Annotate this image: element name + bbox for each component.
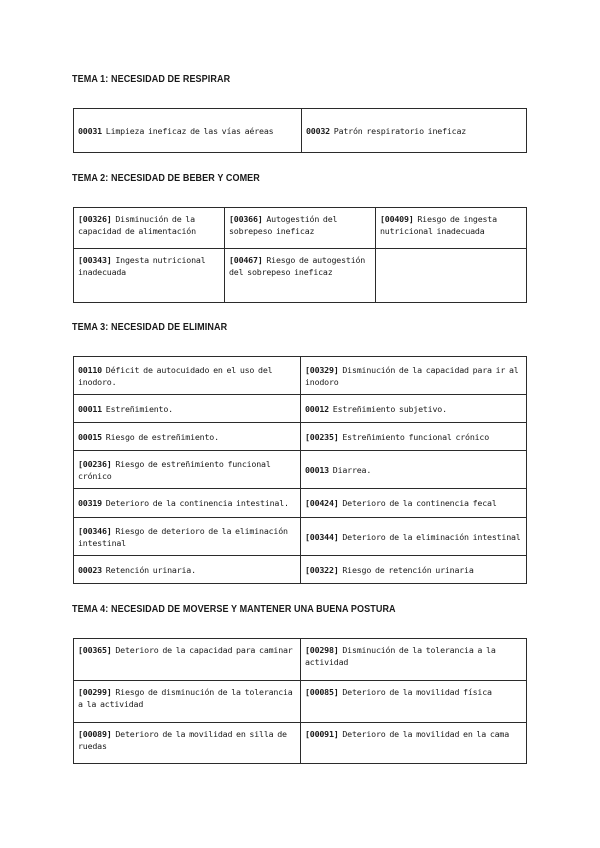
table-cell xyxy=(74,208,225,249)
section-title-tema-4: TEMA 4: NECESIDAD DE MOVERSE Y MANTENER UNA BUENA POSTURA xyxy=(72,603,396,615)
diagnosis-label: Riesgo de deterioro de la eliminación intestinal xyxy=(78,525,288,548)
table-cell xyxy=(376,208,527,249)
table-cell xyxy=(301,723,527,764)
table-row xyxy=(74,489,527,518)
table-cell xyxy=(301,357,527,395)
diagnosis-code: 00013 xyxy=(305,464,329,475)
table-tema-3 xyxy=(73,356,527,584)
table-cell xyxy=(225,208,376,249)
diagnosis-label: Deterioro de la movilidad en la cama xyxy=(342,729,510,739)
diagnosis-label: Diarrea. xyxy=(332,464,372,475)
diagnosis-label: Riesgo de disminución de la tolerancia a la actividad xyxy=(78,687,293,709)
diagnosis-code: [00366] xyxy=(229,214,263,224)
diagnosis-label: Ingesta nutricional inadecuada xyxy=(78,255,206,277)
diagnosis-code: [00298] xyxy=(305,645,339,655)
table-row xyxy=(74,556,527,584)
table-cell xyxy=(74,249,225,303)
diagnosis-code: [00322] xyxy=(305,564,339,575)
diagnosis-label: Disminución de la capacidad para ir al inodoro xyxy=(305,364,519,387)
diagnosis-code: [00236] xyxy=(78,458,112,469)
table-cell xyxy=(301,489,527,518)
table-row xyxy=(74,249,527,303)
diagnosis-code: [00343] xyxy=(78,255,112,265)
diagnosis-code: [00091] xyxy=(305,729,339,739)
table-cell xyxy=(301,395,527,423)
table-cell xyxy=(74,723,301,764)
diagnosis-label: Riesgo de estreñimiento funcional crónico xyxy=(78,458,271,481)
table-cell xyxy=(74,489,301,518)
table-row xyxy=(74,518,527,556)
diagnosis-code: 00319 xyxy=(78,498,102,508)
diagnosis-label: Riesgo de autogestión del sobrepeso ineficaz xyxy=(229,255,366,277)
table-cell xyxy=(74,556,301,584)
section-title-tema-1: TEMA 1: NECESIDAD DE RESPIRAR xyxy=(72,73,231,85)
table-cell xyxy=(301,518,527,556)
diagnosis-code: [00329] xyxy=(305,364,339,375)
section-title-tema-2: TEMA 2: NECESIDAD DE BEBER Y COMER xyxy=(72,172,260,184)
table-cell xyxy=(74,423,301,451)
diagnosis-label: Riesgo de estreñimiento. xyxy=(105,431,219,442)
diagnosis-label: Estreñimiento. xyxy=(105,403,173,414)
table-cell xyxy=(301,639,527,681)
table-cell xyxy=(74,357,301,395)
diagnosis-label: Riesgo de ingesta nutricional inadecuada xyxy=(380,214,497,236)
table-tema-2 xyxy=(73,207,527,303)
diagnosis-label: Deterioro de la movilidad física xyxy=(342,687,492,697)
diagnosis-label: Riesgo de retención urinaria xyxy=(342,564,474,575)
table-row xyxy=(74,208,527,249)
diagnosis-label: Deterioro de la capacidad para caminar xyxy=(115,645,293,655)
diagnosis-code: [00089] xyxy=(78,729,112,739)
table-row xyxy=(74,681,527,723)
table-cell xyxy=(74,639,301,681)
diagnosis-label: Disminución de la capacidad de alimentación xyxy=(78,214,196,236)
diagnosis-code: [00346] xyxy=(78,525,112,536)
diagnosis-code: [00344] xyxy=(305,531,339,542)
table-cell xyxy=(74,681,301,723)
table-row xyxy=(74,357,527,395)
diagnosis-label: Deterioro de la eliminación intestinal xyxy=(342,531,521,542)
table-cell xyxy=(74,451,301,489)
diagnosis-label: Deterioro de la movilidad en silla de ruedas xyxy=(78,729,287,751)
table-cell xyxy=(74,109,302,153)
diagnosis-code: 00031 xyxy=(78,125,102,136)
diagnosis-code: [00467] xyxy=(229,255,263,265)
diagnosis-code: 00015 xyxy=(78,431,102,442)
diagnosis-code: [00326] xyxy=(78,214,112,224)
table-cell xyxy=(74,395,301,423)
table-tema-4 xyxy=(73,638,527,764)
diagnosis-code: 00110 xyxy=(78,364,102,375)
diagnosis-label: Déficit de autocuidado en el uso del inodoro. xyxy=(78,364,273,387)
diagnosis-label: Retención urinaria. xyxy=(105,564,196,575)
table-cell xyxy=(302,109,527,153)
diagnosis-code: [00365] xyxy=(78,645,112,655)
diagnosis-label: Deterioro de la continencia fecal xyxy=(342,498,497,508)
diagnosis-label: Estreñimiento subjetivo. xyxy=(332,403,447,414)
diagnosis-label: Patrón respiratorio ineficaz xyxy=(333,125,467,136)
table-row xyxy=(74,395,527,423)
diagnosis-label: Disminución de la tolerancia a la actividad xyxy=(305,645,496,667)
table-cell xyxy=(301,423,527,451)
table-row xyxy=(74,451,527,489)
table-cell xyxy=(301,556,527,584)
diagnosis-code: [00409] xyxy=(380,214,414,224)
table-row xyxy=(74,723,527,764)
table-row xyxy=(74,109,527,153)
diagnosis-code: [00299] xyxy=(78,687,112,697)
diagnosis-code: 00023 xyxy=(78,564,102,575)
table-row xyxy=(74,639,527,681)
diagnosis-code: [00085] xyxy=(305,687,339,697)
section-title-tema-3: TEMA 3: NECESIDAD DE ELIMINAR xyxy=(72,321,228,333)
diagnosis-label: Autogestión del sobrepeso ineficaz xyxy=(229,214,338,236)
diagnosis-code: 00032 xyxy=(306,125,330,136)
table-row xyxy=(74,423,527,451)
diagnosis-code: 00011 xyxy=(78,403,102,414)
table-tema-1 xyxy=(73,108,527,153)
diagnosis-label: Deterioro de la continencia intestinal. xyxy=(105,498,289,508)
diagnosis-label: Limpieza ineficaz de las vías aéreas xyxy=(105,125,274,136)
diagnosis-label: Estreñimiento funcional crónico xyxy=(342,431,490,442)
diagnosis-code: 00012 xyxy=(305,403,329,414)
table-cell-empty xyxy=(376,249,527,303)
diagnosis-code: [00235] xyxy=(305,431,339,442)
table-cell xyxy=(74,518,301,556)
table-cell xyxy=(301,451,527,489)
table-cell xyxy=(225,249,376,303)
diagnosis-code: [00424] xyxy=(305,498,339,508)
table-cell xyxy=(301,681,527,723)
